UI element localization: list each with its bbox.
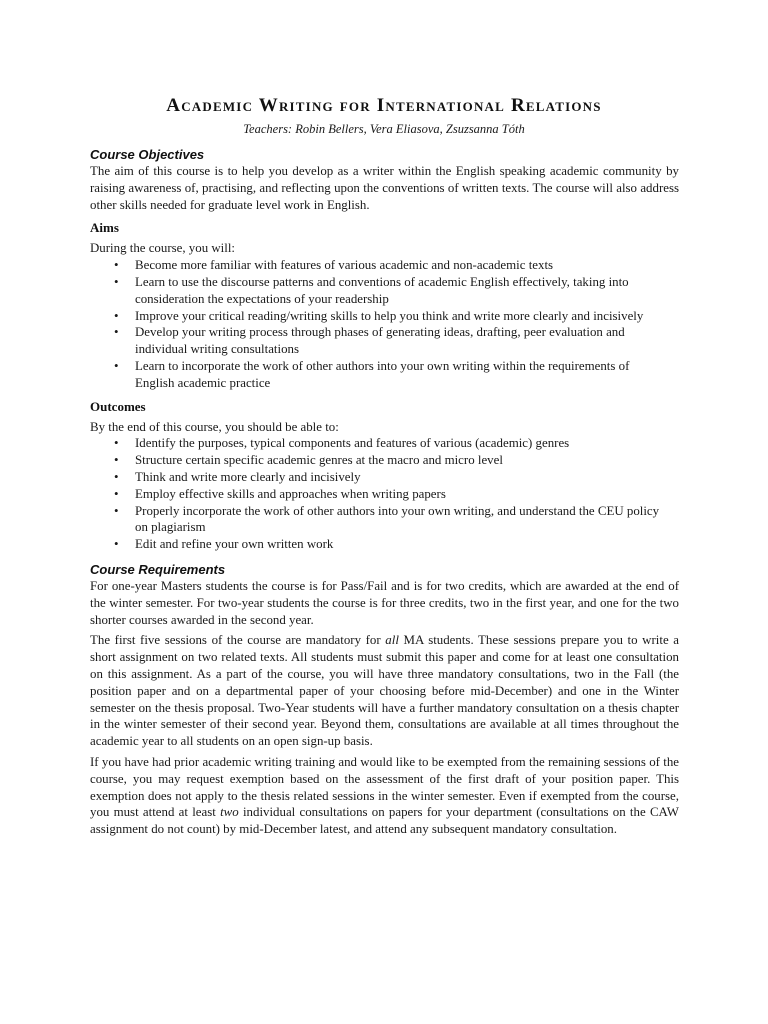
outcomes-list-item: • Think and write more clearly and incisively bbox=[90, 469, 679, 486]
course-requirements-heading: Course Requirements bbox=[90, 561, 226, 577]
aims-list-item: • Improve your critical reading/writing skills to help you think and write more clearly and incisively bbox=[90, 308, 679, 325]
outcomes-intro: By the end of this course, you should be able to: bbox=[90, 419, 339, 434]
aims-intro: During the course, you will: bbox=[90, 241, 235, 256]
outcomes-list-item: • Employ effective skills and approaches when writing papers bbox=[90, 486, 679, 503]
emphasis-two: two bbox=[220, 805, 239, 820]
outcomes-list-item: • Properly incorporate the work of other authors into your own writing, and understand the CEU policy on plagiarism bbox=[90, 503, 679, 537]
outcomes-list-item: • Structure certain specific academic genres at the macro and micro level bbox=[90, 452, 679, 469]
aims-heading: Aims bbox=[90, 220, 119, 236]
aims-list-item: • Develop your writing process through phases of generating ideas, drafting, peer evaluation and individual writing consultations bbox=[90, 324, 679, 358]
outcomes-list-item: • Identify the purposes, typical components and features of various (academic) genres bbox=[90, 435, 679, 452]
course-objectives-heading: Course Objectives bbox=[90, 147, 205, 162]
document-title: Academic Writing for International Relations bbox=[166, 95, 602, 116]
aims-list-item: • Learn to incorporate the work of other authors into your own writing within the requirements of English academic practice bbox=[90, 358, 679, 392]
teachers-line: Teachers: Robin Bellers, Vera Eliasova, Zsuzsanna Tóth bbox=[243, 122, 525, 136]
outcomes-list bbox=[90, 435, 679, 553]
emphasis-all: all bbox=[385, 633, 399, 648]
document-body bbox=[90, 146, 679, 838]
requirements-paragraph-2: The first five sessions of the course are mandatory for all MA students. These sessions prepare you to write a short assignment on two related texts. All students must submit this paper and come for at least one consultation on this assignment. As a part of the course, you will have three mandatory consultations, two in the Fall (the position paper and on a departmental paper of your choosing before mid-December) and one in the Winter semester on the thesis proposal. Two-Year students will have a further mandatory consultation on a thesis chapter in the winter semester of their second year. Beyond them, consultations are available at all times throughout the academic year to all students on an open sign-up basis. bbox=[90, 633, 679, 749]
requirements-paragraph-3: If you have had prior academic writing training and would like to be exempted from the remaining sessions of the course, you may request exemption based on the assessment of the first draft of your position paper. This exemption does not apply to the thesis related sessions in the winter semester. Even if exempted from the course, you must attend at least two individual consultations on papers for your department (consultations on the CAW assignment do not count) by mid-December latest, and attend any subsequent mandatory consultation. bbox=[90, 754, 679, 837]
outcomes-heading: Outcomes bbox=[90, 398, 146, 414]
requirements-paragraph-1: For one-year Masters students the course is for Pass/Fail and is for two credits, which are awarded at the end of the winter semester. For two-year students the course is for three credits, two in the first year, and one for the two shorter courses awarded in the second year. bbox=[90, 578, 679, 627]
outcomes-list-item: • Edit and refine your own written work bbox=[90, 536, 679, 553]
course-objectives-text: The aim of this course is to help you develop as a writer within the English speaking academic community by raising awareness of, practising, and reflecting upon the conventions of written texts. The course will also address other skills needed for graduate level work in English. bbox=[90, 164, 679, 212]
aims-list-item: • Become more familiar with features of various academic and non-academic texts bbox=[90, 257, 679, 274]
aims-list-item: • Learn to use the discourse patterns and conventions of academic English effectively, taking into consideration the expectations of your readership bbox=[90, 274, 679, 308]
aims-list bbox=[90, 257, 679, 391]
